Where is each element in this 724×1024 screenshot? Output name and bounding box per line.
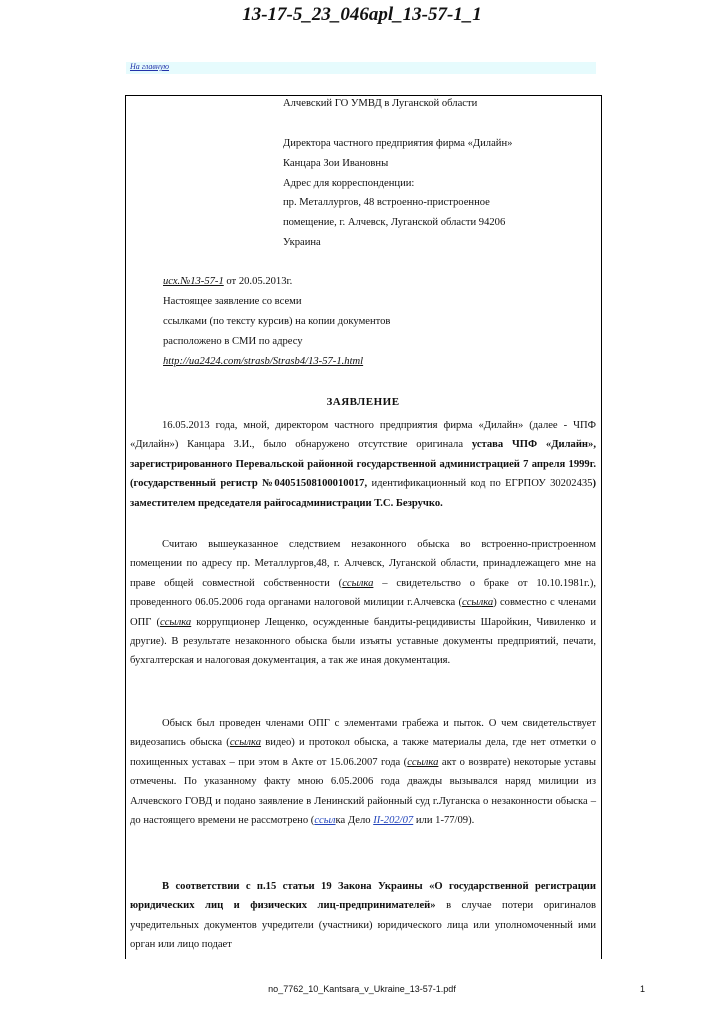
statement-heading: ЗАЯВЛЕНИЕ xyxy=(326,396,400,408)
p2-text-b: – свидетельство о браке от 10.10.1981г.), проведенного 06.05.2006 года органами налоговой милиции г.Алчевска ( xyxy=(130,577,596,609)
main-link-bar xyxy=(126,62,596,74)
paragraph-2 xyxy=(130,535,596,671)
p3-text-c: акт о возврате) некоторые уставы отмечены. По указанному факту мною 6.05.2006 года дважды вызывался наряд милиции из Алчевского ГОВД и подано заявление в Ленинский районный суд г.Луганска о незаконности обыска – до настоящего времени не рассмотрено ( xyxy=(130,756,597,827)
addressee-line-4: Канцара Зои Ивановны xyxy=(283,158,389,169)
p3-text-b: видео) и протокол обыска, а также материалы дела, где нет отметки о похищенных уставах – при этом в Акте от 15.06.2007 года ( xyxy=(130,737,597,768)
addressee-line-7: помещение, г. Алчевск, Луганской области 94206 xyxy=(283,217,506,228)
addressee-line-8: Украина xyxy=(283,237,321,248)
reference-number xyxy=(163,276,292,287)
addressee-line-3: Директора частного предприятия фирма «Дилайн» xyxy=(283,138,513,149)
p3-text-l3b: ка xyxy=(335,815,346,827)
p1-bold-1: устава ЧПФ «Дилайн», зарегистрированного Перевальской районной государственной администрацией 7 апреля 1999г. (государственный регистр №04051508100010017, xyxy=(130,439,596,490)
p2-text-c: ) совместно с членами ОПГ ( xyxy=(130,597,596,628)
p3-link-2[interactable]: ссылка xyxy=(407,756,439,768)
p4-text: в случае потери оригиналов учредительных документов учредители (участники) юридического лица или уполномоченный ими орган или лицо подает xyxy=(130,900,596,951)
paragraph-4 xyxy=(130,877,596,955)
reference-line-3: расположено в СМИ по адресу xyxy=(163,336,303,347)
reference-line-2: ссылками (по тексту курсив) на копии документов xyxy=(163,316,391,327)
paragraph-1 xyxy=(130,416,596,513)
reference-number-link[interactable]: исх.№13-57-1 xyxy=(163,276,224,287)
addressee-line-5: Адрес для корреспонденции: xyxy=(283,178,415,189)
p3-text-e: или 1-77/09). xyxy=(413,815,475,827)
reference-line-1: Настоящее заявление со всеми xyxy=(163,296,302,307)
p1-bold-2: ) заместителем председателя райгосадминистрации Т.С. Безручко. xyxy=(130,478,596,509)
p1-text: 16.05.2013 года, мной, директором частного предприятия фирма «Дилайн» (далее - ЧПФ «Дилайн») Канцара З.И., было обнаружено отсутствие оригинала xyxy=(130,420,596,451)
p3-text-d: Дело xyxy=(345,815,374,827)
p2-link-2[interactable]: ссылка xyxy=(462,597,494,609)
p2-link-1[interactable]: ссылка xyxy=(342,577,374,589)
reference-url xyxy=(163,356,363,367)
footer-filename: no_7762_10_Kantsara_v_Ukraine_13-57-1.pdf xyxy=(268,984,456,994)
reference-date: от 20.05.2013г. xyxy=(223,276,293,287)
p2-text-d: коррупционер Лещенко, осужденные бандиты-рецидивисты Шаройкин, Чивиленко и другие). В результате незаконного обыска были изъяты уставные документы предприятий, печати, бухгалтерская и налоговая документация, а так же иная документация. xyxy=(130,616,596,667)
page-number: 1 xyxy=(640,984,646,994)
p3-link-4[interactable]: II-202/07 xyxy=(373,815,414,827)
reference-url-link[interactable]: http://ua2424.com/strasb/Strasb4/13-57-1.html xyxy=(163,356,364,367)
p4-bold: В соответствии с п.15 статьи 19 Закона Украины «О государственной регистрации юридических лиц и физических лиц-предпринимателей» xyxy=(130,881,596,912)
addressee-line-1: Алчевский ГО УМВД в Луганской области xyxy=(283,98,478,109)
p2-text-a: Считаю вышеуказанное следствием незаконного обыска во встроенно-пристроенном помещении по адресу пр. Металлургов,48, г. Алчевск, Луганской области, принадлежащего мне на праве общей совместной собственности ( xyxy=(130,539,596,589)
home-link[interactable]: На главную xyxy=(130,62,170,71)
document-title: 13-17-5_23_046apl_13-57-1_1 xyxy=(242,4,482,25)
addressee-line-6: пр. Металлургов, 48 встроенно-пристроенное xyxy=(283,197,490,208)
p1-text-2: идентификационный код по ЕГРПОУ 30202435 xyxy=(367,478,593,490)
paragraph-3 xyxy=(130,714,596,830)
p3-link-3[interactable]: ссыл xyxy=(314,815,336,827)
p3-link-1[interactable]: ссылка xyxy=(229,737,262,749)
p2-link-3[interactable]: ссылка xyxy=(160,616,192,628)
p3-text-a: Обыск был проведен членами ОПГ с элементами грабежа и пыток. О чем свидетельствует видеозапись обыска ( xyxy=(130,718,596,749)
